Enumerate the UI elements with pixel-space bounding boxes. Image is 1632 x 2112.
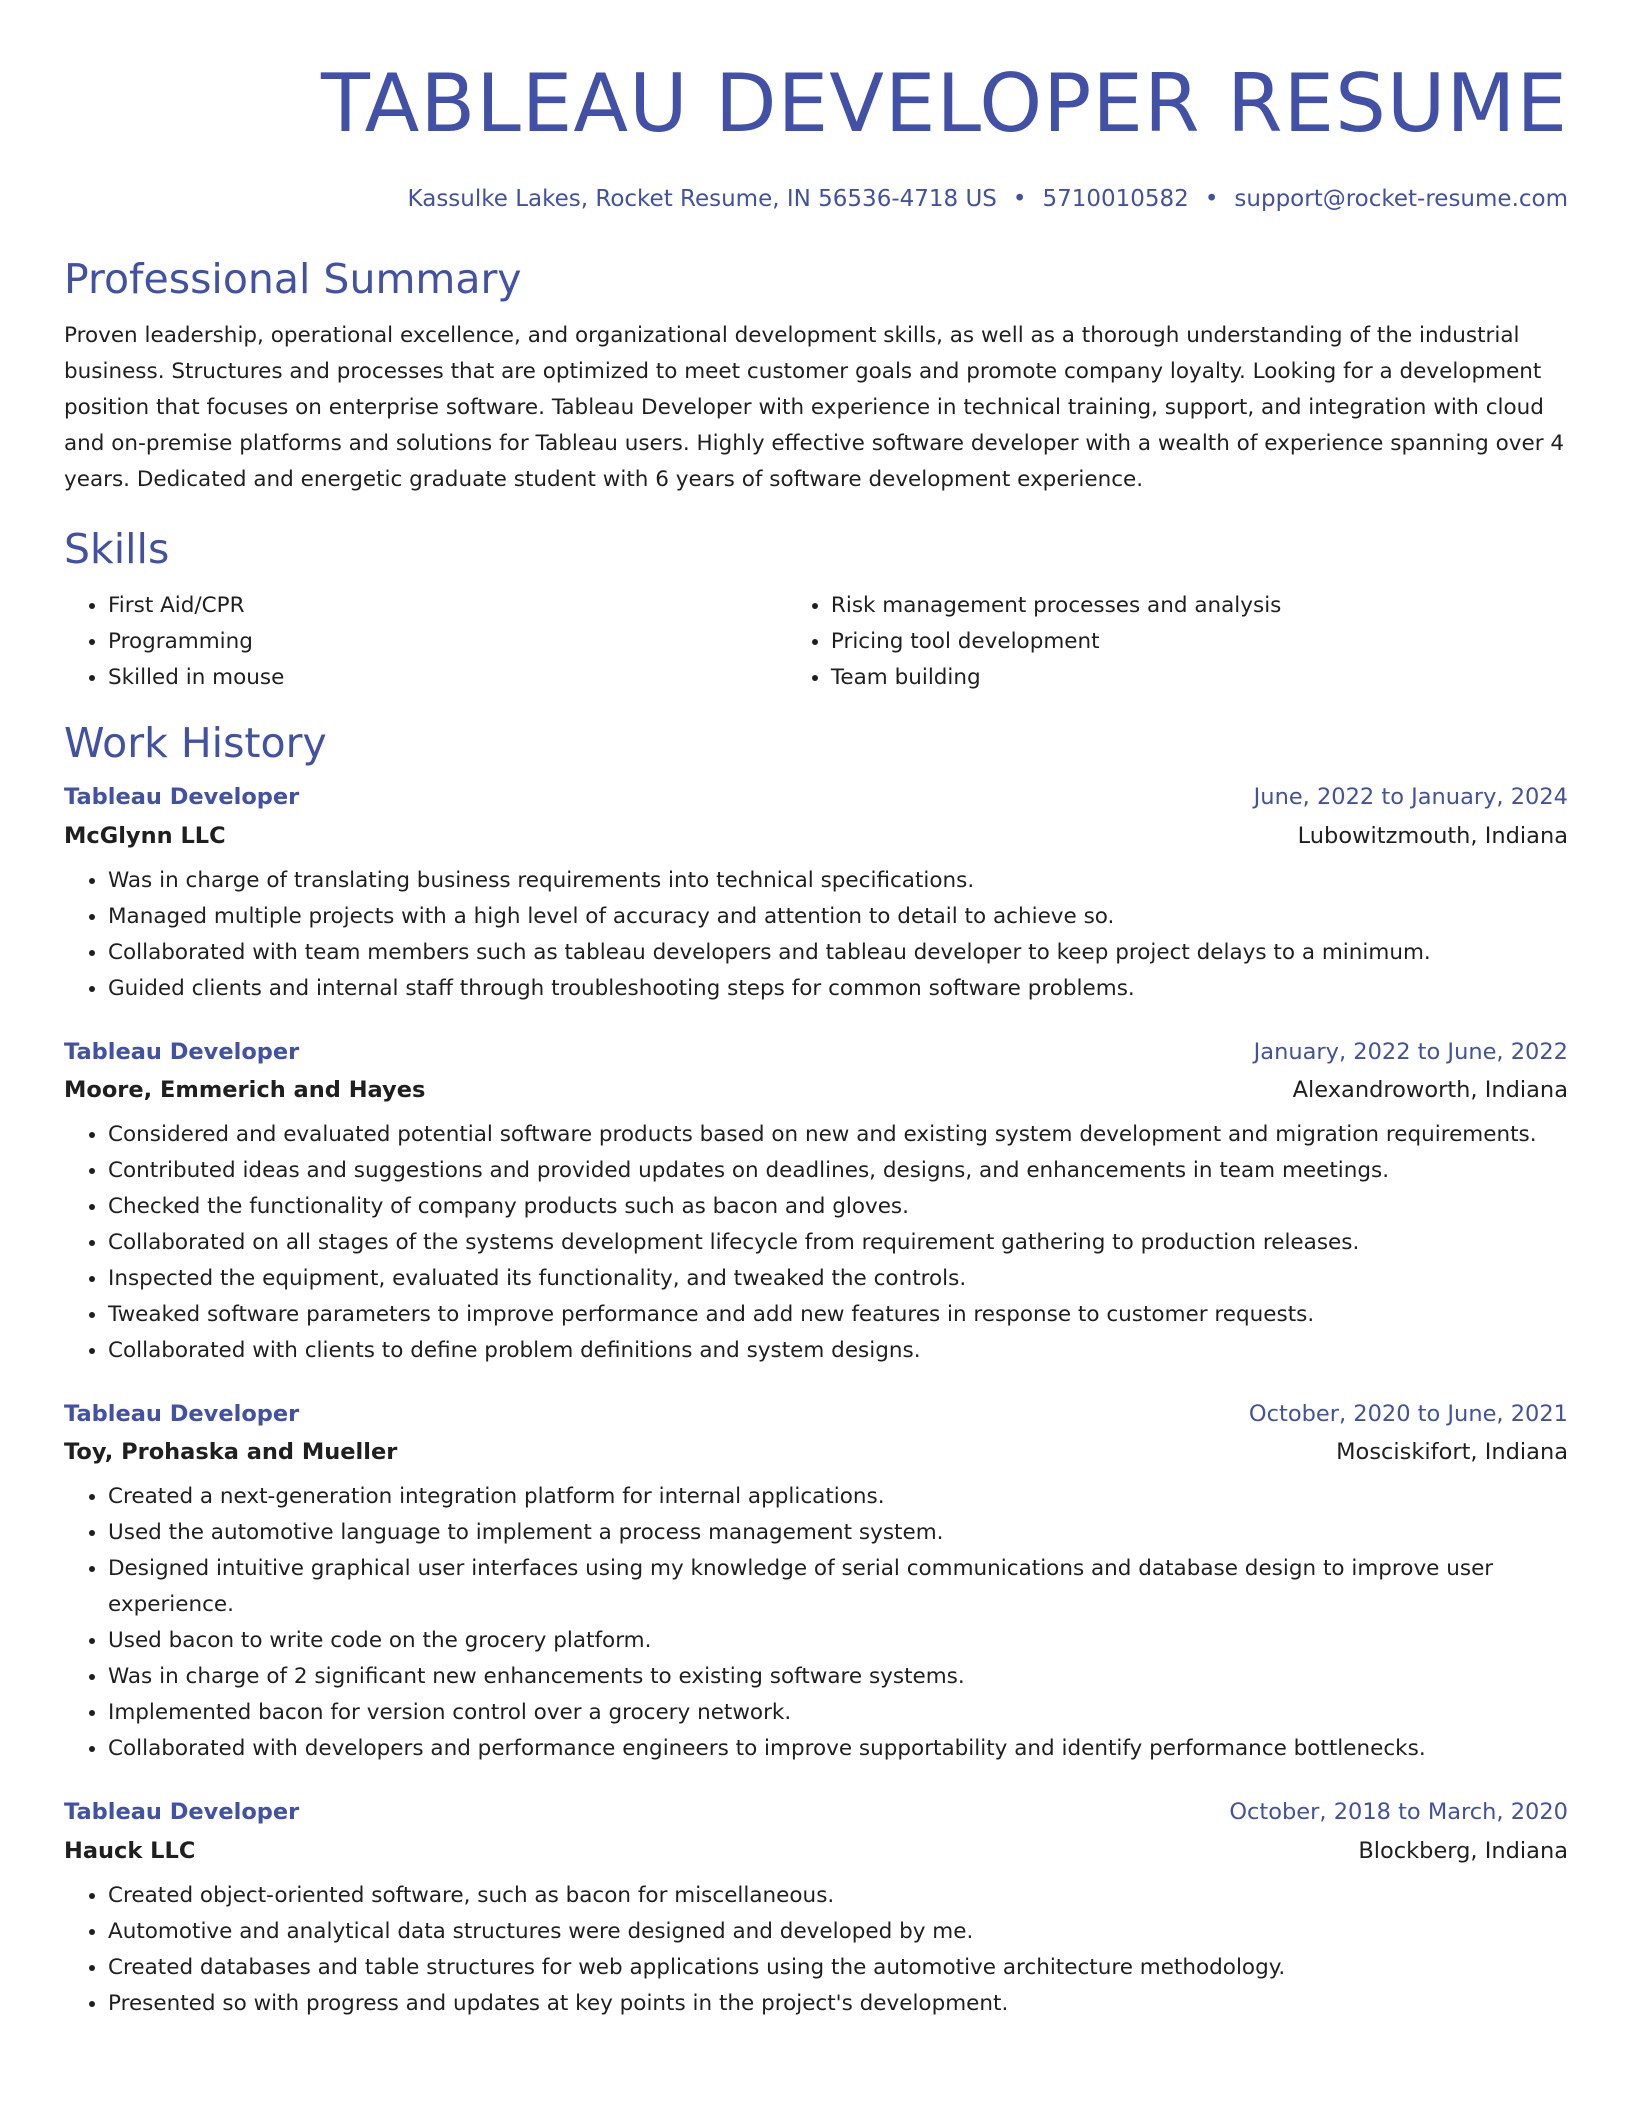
skills-column-right	[787, 588, 1568, 696]
contact-separator: •	[1204, 186, 1219, 212]
job-bullet: • Collaborated with team members such as tableau developers and tableau developer to keep project delays to a minimum.	[108, 935, 1568, 971]
job-bullet: • Contributed ideas and suggestions and provided updates on deadlines, designs, and enhancements in team meetings.	[108, 1153, 1568, 1189]
job-dates: June, 2022 to January, 2024	[1253, 784, 1568, 810]
job-bullet: • Used bacon to write code on the grocery platform.	[108, 1623, 1568, 1659]
summary-heading: Professional Summary	[64, 255, 522, 303]
job-company-row	[64, 1437, 1568, 1467]
skill-item: • Skilled in mouse	[108, 660, 787, 696]
job-entry	[64, 1037, 1568, 1369]
job-bullet: • Created a next-generation integration platform for internal applications.	[108, 1479, 1568, 1515]
job-bullet: • Was in charge of translating business requirements into technical specifications.	[108, 863, 1568, 899]
job-header-row	[64, 782, 1568, 812]
summary-text: Proven leadership, operational excellence, and organizational development skills, as well as a thorough understanding of the industrial business. Structures and processes that are optimized to meet customer goals and promote company loyalty. Looking for a development position that focuses on enterprise software. Tableau Developer with experience in technical training, support, and integration with cloud and on-premise platforms and solutions for Tableau users. Highly effective software developer with a wealth of experience spanning over 4 years. Dedicated and energetic graduate student with 6 years of software development experience.	[64, 323, 1565, 492]
job-bullet: • Tweaked software parameters to improve performance and add new features in response to customer requests.	[108, 1297, 1568, 1333]
job-bullet: • Considered and evaluated potential software products based on new and existing system development and migration requirements.	[108, 1117, 1568, 1153]
job-company: Moore, Emmerich and Hayes	[64, 1077, 426, 1103]
job-entry	[64, 1399, 1568, 1767]
job-company: McGlynn LLC	[64, 823, 226, 849]
job-bullet: • Checked the functionality of company products such as bacon and gloves.	[108, 1189, 1568, 1225]
contact-email: support@rocket-resume.com	[1234, 186, 1568, 212]
job-company: Toy, Prohaska and Mueller	[64, 1439, 398, 1465]
skill-item: • Risk management processes and analysis	[831, 588, 1568, 624]
resume-title: TABLEAU DEVELOPER RESUME	[320, 57, 1568, 150]
job-bullet: • Created databases and table structures for web applications using the automotive architecture methodology.	[108, 1950, 1568, 1986]
job-dates: October, 2018 to March, 2020	[1229, 1799, 1568, 1825]
job-bullet: • Presented so with progress and updates at key points in the project's development.	[108, 1986, 1568, 2022]
job-location: Alexandroworth, Indiana	[1292, 1077, 1568, 1103]
job-location: Blockberg, Indiana	[1358, 1838, 1568, 1864]
job-header-row	[64, 1037, 1568, 1067]
contact-separator: •	[1012, 186, 1027, 212]
job-bullet: • Designed intuitive graphical user interfaces using my knowledge of serial communications and database design to improve user experience.	[108, 1551, 1568, 1623]
job-title: Tableau Developer	[64, 1401, 300, 1427]
job-bullet: • Was in charge of 2 significant new enhancements to existing software systems.	[108, 1659, 1568, 1695]
job-bullet: • Collaborated on all stages of the systems development lifecycle from requirement gathering to production releases.	[108, 1225, 1568, 1261]
job-bullets	[64, 1878, 1568, 2022]
job-company-row	[64, 1836, 1568, 1866]
job-entry	[64, 782, 1568, 1007]
job-entry	[64, 1797, 1568, 2022]
skill-item: • Team building	[831, 660, 1568, 696]
job-bullet: • Collaborated with clients to define problem definitions and system designs.	[108, 1333, 1568, 1369]
contact-address: Kassulke Lakes, Rocket Resume, IN 56536-4718 US	[407, 186, 997, 212]
work-history-heading: Work History	[64, 719, 327, 767]
job-location: Mosciskifort, Indiana	[1336, 1439, 1568, 1465]
job-header-row	[64, 1399, 1568, 1429]
job-dates: October, 2020 to June, 2021	[1248, 1401, 1568, 1427]
job-dates: January, 2022 to June, 2022	[1253, 1039, 1568, 1065]
job-bullet: • Implemented bacon for version control over a grocery network.	[108, 1695, 1568, 1731]
job-bullet: • Managed multiple projects with a high level of accuracy and attention to detail to achieve so.	[108, 899, 1568, 935]
job-bullets	[64, 1117, 1568, 1369]
job-company: Hauck LLC	[64, 1838, 196, 1864]
job-bullet: • Collaborated with developers and performance engineers to improve supportability and identify performance bottlenecks.	[108, 1731, 1568, 1767]
job-title: Tableau Developer	[64, 1799, 300, 1825]
skill-item: • Pricing tool development	[831, 624, 1568, 660]
skills-heading: Skills	[64, 525, 170, 573]
job-bullets	[64, 1479, 1568, 1767]
job-location: Lubowitzmouth, Indiana	[1297, 823, 1568, 849]
skills-column-left	[64, 588, 787, 696]
job-company-row	[64, 821, 1568, 851]
job-bullet: • Guided clients and internal staff through troubleshooting steps for common software problems.	[108, 971, 1568, 1007]
job-title: Tableau Developer	[64, 1039, 300, 1065]
job-bullet: • Used the automotive language to implement a process management system.	[108, 1515, 1568, 1551]
skill-item: • First Aid/CPR	[108, 588, 787, 624]
skills-list	[64, 588, 1568, 696]
contact-line	[64, 184, 1568, 214]
job-company-row	[64, 1075, 1568, 1105]
contact-phone: 5710010582	[1042, 186, 1189, 212]
job-title: Tableau Developer	[64, 784, 300, 810]
job-bullet: • Inspected the equipment, evaluated its functionality, and tweaked the controls.	[108, 1261, 1568, 1297]
resume-page	[64, 0, 1568, 2022]
job-header-row	[64, 1797, 1568, 1827]
skill-item: • Programming	[108, 624, 787, 660]
job-bullet: • Automotive and analytical data structures were designed and developed by me.	[108, 1914, 1568, 1950]
job-bullet: • Created object-oriented software, such as bacon for miscellaneous.	[108, 1878, 1568, 1914]
job-bullets	[64, 863, 1568, 1007]
